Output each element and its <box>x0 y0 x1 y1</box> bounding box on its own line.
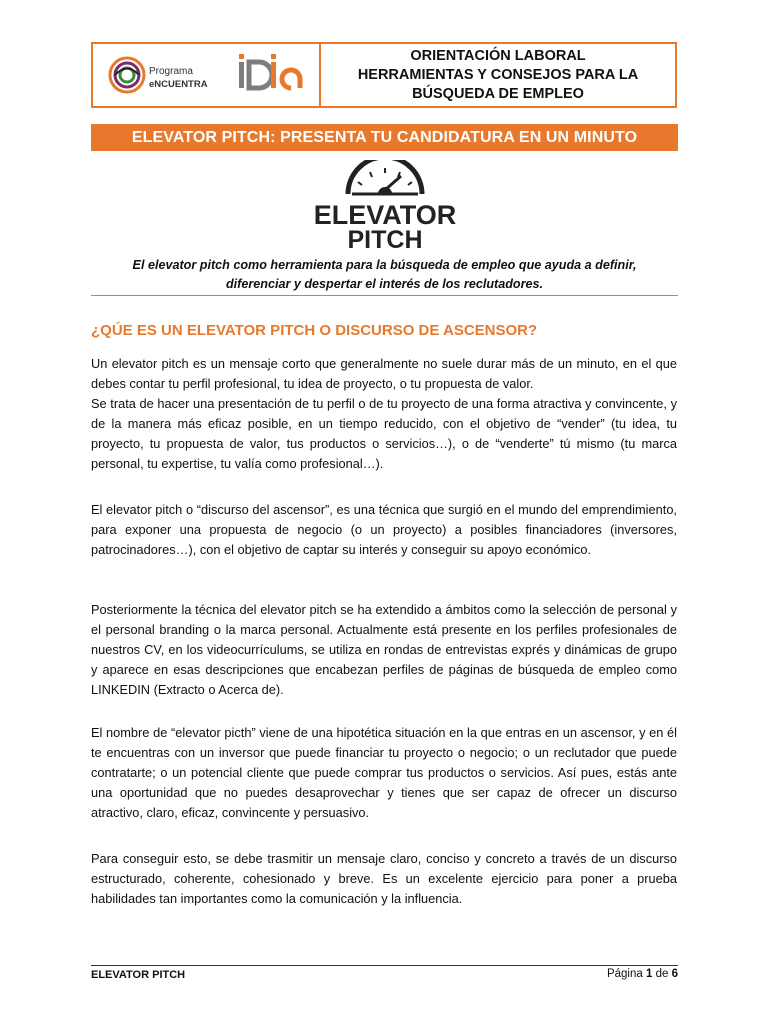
page-word: Página <box>606 968 643 980</box>
header-title-line1: ORIENTACIÓN LABORAL <box>410 47 586 64</box>
paragraph: Para conseguir esto, se debe trasmitir un mensaje claro, conciso y concreto a través de un discurso estructurado, coherente, cohesionado y breve. Es un excelente ejercicio para poner a prueba habilidades tan importantes como la comunicación y la influencia. <box>91 851 677 906</box>
page-current: 1 <box>645 968 653 980</box>
svg-text:eNCUENTRA: eNCUENTRA <box>149 79 208 90</box>
svg-text:Programa: Programa <box>149 66 193 77</box>
page-of: de <box>655 968 669 980</box>
header-logos <box>93 44 321 106</box>
paragraph: El elevator pitch o “discurso del ascensor”, es una técnica que surgió en el mundo del emprendimiento, para exponer una propuesta de negocio (o un proyecto) a posibles financiadores (inversores, patrocinadores…), con el objetivo de captar su interés y conseguir su apoyo económico. <box>91 502 677 557</box>
paragraph-group-1 <box>91 354 677 474</box>
paragraph-group-2 <box>91 500 677 560</box>
paragraph-group-4 <box>91 723 677 823</box>
section-heading: ¿QÚE ES UN ELEVATOR PITCH O DISCURSO DE ASCENSOR? <box>91 322 538 339</box>
divider <box>91 295 678 296</box>
header-title-line2: HERRAMIENTAS Y CONSEJOS PARA LA <box>357 66 639 83</box>
footer-divider <box>91 965 678 966</box>
header-title-line3: BÚSQUEDA DE EMPLEO <box>412 85 584 102</box>
tagline <box>91 256 678 294</box>
page-total: 6 <box>671 968 678 980</box>
tagline-line2: diferenciar y despertar el interés de los reclutadores. <box>225 277 544 291</box>
header-title <box>321 44 675 106</box>
page-number <box>607 968 678 980</box>
paragraph-group-3 <box>91 600 677 700</box>
document-header <box>91 42 677 108</box>
svg-text:ELEVATOR: ELEVATOR <box>313 200 457 230</box>
encuentra-logo-icon <box>93 44 321 106</box>
footer-title: ELEVATOR PITCH <box>91 969 186 981</box>
svg-text:PITCH: PITCH <box>347 226 423 252</box>
title-banner: ELEVATOR PITCH: PRESENTA TU CANDIDATURA EN UN MINUTO <box>91 124 678 151</box>
paragraph: Un elevator pitch es un mensaje corto que generalmente no suele durar más de un minuto, en el que debes contar tu perfil profesional, tu idea de proyecto, o tu propuesta de valor. <box>91 356 677 391</box>
tagline-line1: El elevator pitch como herramienta para la búsqueda de empleo que ayuda a definir, <box>132 258 637 272</box>
paragraph: Posteriormente la técnica del elevator pitch se ha extendido a ámbitos como la selección de personal y el personal branding o la marca personal. Actualmente está presente en los perfiles profesionales de nuestros CV, en los videocurrículums, se utiliza en rondas de entrevistas exprés y dinámicas de grupo y aparece en esas descripciones que encabezan perfiles de páginas de búsqueda de empleo como LINKEDIN (Extracto o Acerca de). <box>91 602 677 697</box>
paragraph-group-5 <box>91 849 677 909</box>
elevator-pitch-logo <box>300 160 470 252</box>
paragraph: Se trata de hacer una presentación de tu perfil o de tu proyecto de una forma atractiva y convincente, y de la manera más eficaz posible, en un tiempo reducido, con el objetivo de “vender” (tu idea, tu proyecto, tu propuesta de valor, tus productos o servicios…), o de “venderte” tú mismo (tu marca personal, tu expertise, tu valía como profesional…). <box>91 396 677 471</box>
paragraph: El nombre de “elevator picth” viene de una hipotética situación en la que entras en un ascensor, y en él te encuentras con un inversor que puede financiar tu proyecto o negocio; o un reclutador que puede contratarte; o un potencial cliente que puede comprar tus productos o servicios. Así pues, estás ante una oportunidad que no puedes desaprovechar y tienes que ser capaz de ofrecer un discurso atractivo, claro, eficaz, convincente y persuasivo. <box>91 725 677 820</box>
